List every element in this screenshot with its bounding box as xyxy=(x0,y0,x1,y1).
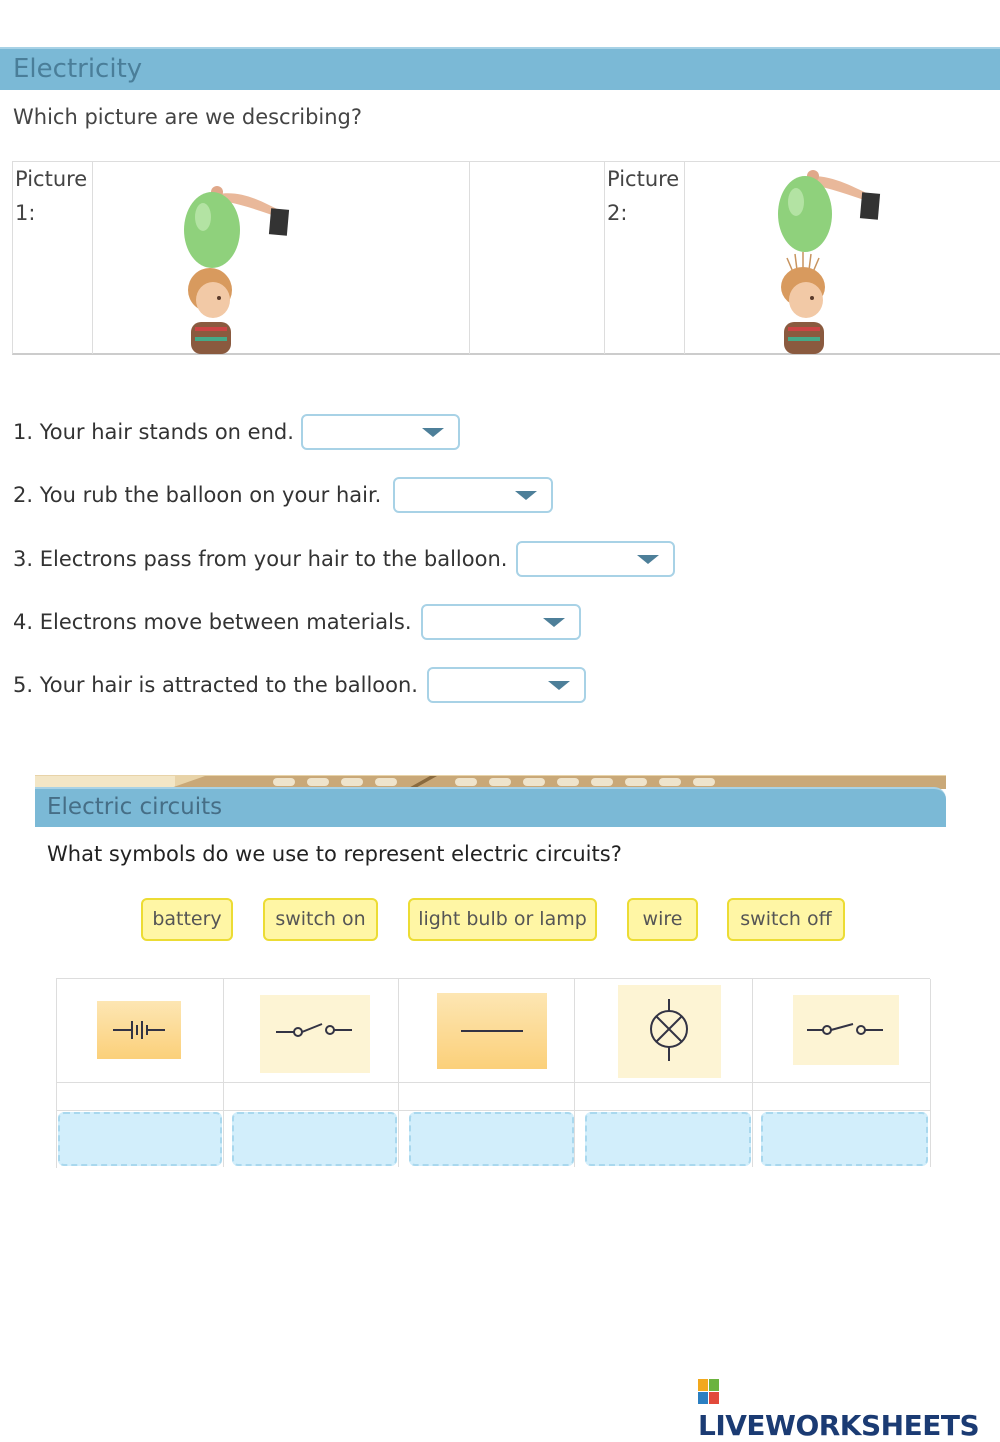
switch-symbol-icon xyxy=(793,995,899,1065)
picture-2-label-cell xyxy=(605,162,685,354)
answer-dropdown-3[interactable] xyxy=(516,541,675,577)
drop-zone-5[interactable] xyxy=(761,1112,928,1166)
switch-open-symbol-icon xyxy=(260,995,370,1073)
statement-5: 5. Your hair is attracted to the balloon. xyxy=(13,673,418,697)
liveworksheets-logo xyxy=(698,1376,1000,1442)
statement-3: 3. Electrons pass from your hair to the balloon. xyxy=(13,547,508,571)
picture-2-cell xyxy=(685,162,1000,354)
chip-switch-on[interactable]: switch on xyxy=(263,898,378,941)
question-pictures: Which picture are we describing? xyxy=(13,105,363,129)
chevron-down-icon xyxy=(422,428,444,437)
picture-2-label: Picture 2: xyxy=(607,167,680,225)
picture-2-image xyxy=(685,162,1000,354)
lamp-symbol-icon xyxy=(618,985,721,1078)
logo-text: LIVEWORKSHEETS xyxy=(698,1409,980,1442)
chip-wire[interactable]: wire xyxy=(627,898,698,941)
section-header-electricity xyxy=(0,47,1000,90)
statement-4: 4. Electrons move between materials. xyxy=(13,610,412,634)
chevron-down-icon xyxy=(637,555,659,564)
drop-zone-3[interactable] xyxy=(409,1112,574,1166)
picture-table xyxy=(12,161,1000,355)
picture-1-cell xyxy=(93,162,470,354)
grid-column-5 xyxy=(753,979,931,1167)
chevron-down-icon xyxy=(515,491,537,500)
drop-zone-4[interactable] xyxy=(585,1112,751,1166)
chip-switch-off[interactable]: switch off xyxy=(727,898,845,941)
answer-dropdown-5[interactable] xyxy=(427,667,586,703)
picture-1-label-cell xyxy=(13,162,93,354)
answer-dropdown-1[interactable] xyxy=(301,414,460,450)
chevron-down-icon xyxy=(548,681,570,690)
symbol-grid xyxy=(56,978,930,1168)
chip-light-bulb[interactable]: light bulb or lamp xyxy=(408,898,597,941)
answer-dropdown-4[interactable] xyxy=(421,604,581,640)
section-title: Electric circuits xyxy=(47,794,223,820)
statement-2: 2. You rub the balloon on your hair. xyxy=(13,483,382,507)
section-title: Electricity xyxy=(13,54,143,84)
section-header-circuits xyxy=(35,787,946,827)
drop-zone-2[interactable] xyxy=(232,1112,397,1166)
logo-badge-icon xyxy=(698,1379,720,1405)
grid-column-4 xyxy=(575,979,753,1167)
grid-column-2 xyxy=(224,979,399,1167)
wire-symbol-icon xyxy=(437,993,547,1069)
drop-zone-1[interactable] xyxy=(58,1112,222,1166)
question-symbols: What symbols do we use to represent electric circuits? xyxy=(47,842,622,866)
picture-1-image xyxy=(93,162,470,354)
chevron-down-icon xyxy=(543,618,565,627)
statement-1: 1. Your hair stands on end. xyxy=(13,420,294,444)
answer-dropdown-2[interactable] xyxy=(393,477,553,513)
picture-spacer-cell xyxy=(470,162,605,354)
chip-battery[interactable]: battery xyxy=(141,898,233,941)
picture-1-label: Picture 1: xyxy=(15,167,88,225)
grid-column-1 xyxy=(57,979,224,1167)
battery-symbol-icon xyxy=(97,1001,181,1059)
grid-column-3 xyxy=(399,979,575,1167)
